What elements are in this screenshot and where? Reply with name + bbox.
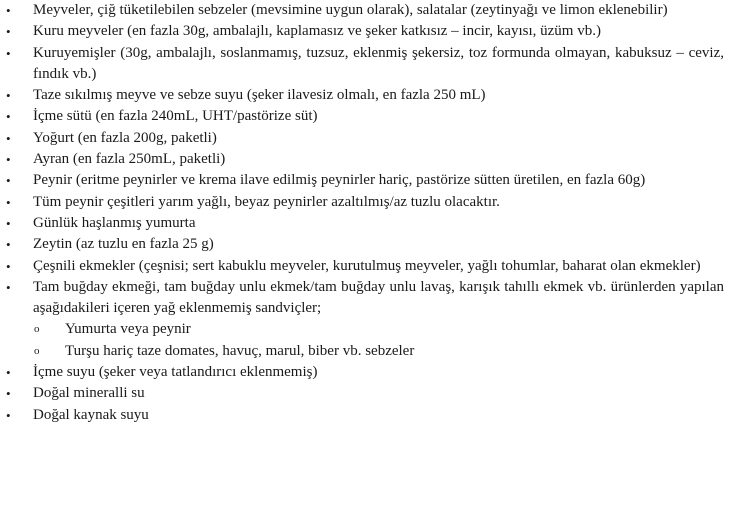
circle-bullet-icon: o (34, 344, 40, 357)
list-item-text: Doğal kaynak suyu (33, 406, 149, 423)
sandwich-fillings-list (33, 319, 724, 362)
list-item (0, 43, 750, 86)
list-item-text: Zeytin (az tuzlu en fazla 25 g) (33, 236, 214, 253)
bullet-icon: • (6, 3, 11, 18)
list-item-text: Kuru meyveler (en fazla 30g, ambalajlı, kaplamasız ve şeker katkısız – incir, kayısı, üzüm vb.) (33, 23, 601, 40)
list-item-text: Peynir (eritme peynirler ve krema ilave edilmiş peynirler hariç, pastörize sütten üretilen, en fazla 60g) (33, 172, 646, 189)
list-item-text: Kuruyemişler (30g, ambalajlı, soslanmamış, tuzsuz, eklenmiş şekersiz, toz formunda olmayan, kabuksuz – ceviz, fındık vb.) (33, 44, 724, 82)
list-item (0, 170, 750, 191)
circle-bullet-icon: o (34, 323, 40, 336)
list-item (0, 106, 750, 127)
bullet-icon: • (6, 258, 11, 274)
list-item-text: Meyveler, çiğ tüketilebilen sebzeler (mevsimine uygun olarak), salatalar (zeytinyağı ve limon eklenebilir) (33, 2, 668, 18)
list-item-text: Yoğurt (en fazla 200g, paketli) (33, 129, 217, 146)
bullet-icon: • (6, 88, 11, 104)
list-item (0, 234, 750, 255)
bullet-icon: • (6, 407, 11, 423)
list-item-text: İçme suyu (şeker veya tatlandırıcı eklenmemiş) (33, 364, 318, 381)
list-item (0, 256, 750, 277)
list-item (0, 0, 750, 21)
bullet-icon: • (6, 109, 11, 125)
bullet-icon: • (6, 130, 11, 146)
list-item-text: İçme sütü (en fazla 240mL, UHT/pastörize süt) (33, 108, 318, 125)
bullet-icon: • (6, 194, 11, 210)
list-item-text: Ayran (en fazla 250mL, paketli) (33, 151, 226, 168)
bullet-icon: • (6, 215, 11, 231)
bullet-icon: • (6, 152, 11, 168)
list-item (0, 405, 750, 426)
bullet-icon: • (6, 237, 11, 253)
bullet-icon: • (6, 386, 11, 402)
list-item (0, 85, 750, 106)
list-item (0, 383, 750, 404)
list-item-text: Çeşnili ekmekler (çeşnisi; sert kabuklu meyveler, kurutulmuş meyveler, yağlı tohumlar, baharat olan ekmekler) (33, 257, 701, 274)
list-item-text: Tüm peynir çeşitleri yarım yağlı, beyaz peynirler azaltılmış/az tuzlu olacaktır. (33, 193, 500, 210)
list-item (0, 149, 750, 170)
list-item (0, 192, 750, 213)
sub-list-item-text: Yumurta veya peynir (65, 321, 191, 338)
list-item-text: Doğal mineralli su (33, 385, 145, 402)
list-item (0, 213, 750, 234)
sub-list-item (33, 319, 724, 340)
bullet-icon: • (6, 24, 11, 40)
list-item (0, 362, 750, 383)
list-item-text: Taze sıkılmış meyve ve sebze suyu (şeker ilavesiz olmalı, en fazla 250 mL) (33, 87, 486, 104)
bullet-icon: • (6, 45, 11, 61)
list-item (0, 21, 750, 42)
bullet-icon: • (6, 365, 11, 381)
list-item (0, 277, 750, 362)
bullet-icon: • (6, 279, 11, 295)
list-item-text: Tam buğday ekmeği, tam buğday unlu ekmek/tam buğday unlu lavaş, karışık tahıllı ekmek vb. ürünlerden yapılan aşağıdakileri içeren yağ eklenmemiş sandviçler; (33, 278, 724, 317)
list-item-text: Günlük haşlanmış yumurta (33, 214, 196, 231)
bullet-icon: • (6, 173, 11, 189)
sub-list-item (33, 341, 724, 362)
list-item (0, 128, 750, 149)
sub-list-item-text: Turşu hariç taze domates, havuç, marul, biber vb. sebzeler (65, 342, 415, 359)
